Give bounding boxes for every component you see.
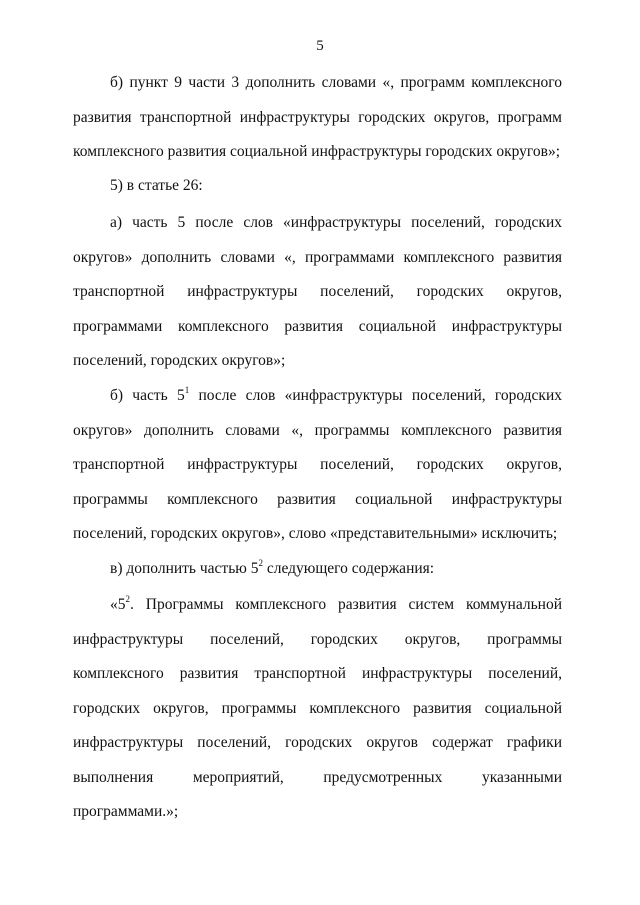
paragraph-text-before: «5 bbox=[110, 596, 126, 613]
page-number: 5 bbox=[316, 38, 324, 54]
paragraph-text-before: б) часть 5 bbox=[110, 387, 185, 404]
paragraph-article-26 bbox=[73, 169, 562, 204]
paragraph-b-part-5-1 bbox=[73, 379, 562, 552]
paragraph-a-part-5 bbox=[73, 206, 562, 379]
paragraph-b-point-9 bbox=[73, 66, 562, 170]
superscript: 2 bbox=[258, 557, 263, 568]
paragraph-text: 5) в статье 26: bbox=[110, 177, 203, 194]
paragraph-v-part-5-2 bbox=[73, 552, 562, 587]
paragraph-text: б) пункт 9 части 3 дополнить словами «, программ комплексного развития транспортной инфраструктуры городских округов, программ комплексного развития социальной инфраструктуры городских округов»; bbox=[73, 74, 562, 160]
superscript: 2 bbox=[125, 593, 130, 604]
paragraph-5-2-text bbox=[73, 588, 562, 830]
paragraph-text-after: после слов «инфраструктуры поселений, городских округов» дополнить словами «, программы комплексного развития транспортной инфраструктуры поселений, городских округов, программы комплексного развития социальной инфраструктуры поселений, городских округов», слово «представительными» исключить; bbox=[73, 387, 562, 542]
paragraph-text-after: . Программы комплексного развития систем коммунальной инфраструктуры поселений, городских округов, программы комплексного развития транспортной инфраструктуры поселений, городских округов, программы комплексного развития социальной инфраструктуры поселений, городских округов содержат графики выполнения мероприятий, предусмотренных указанными программами.»; bbox=[73, 596, 562, 820]
paragraph-text-after: следующего содержания: bbox=[262, 560, 435, 577]
paragraph-text: а) часть 5 после слов «инфраструктуры поселений, городских округов» дополнить словами «, программами комплексного развития транспортной инфраструктуры поселений, городских округов, программами комплексного развития социальной инфраструктуры поселений, городских округов»; bbox=[73, 214, 562, 369]
superscript: 1 bbox=[184, 384, 190, 395]
paragraph-text-before: в) дополнить частью 5 bbox=[110, 560, 259, 577]
